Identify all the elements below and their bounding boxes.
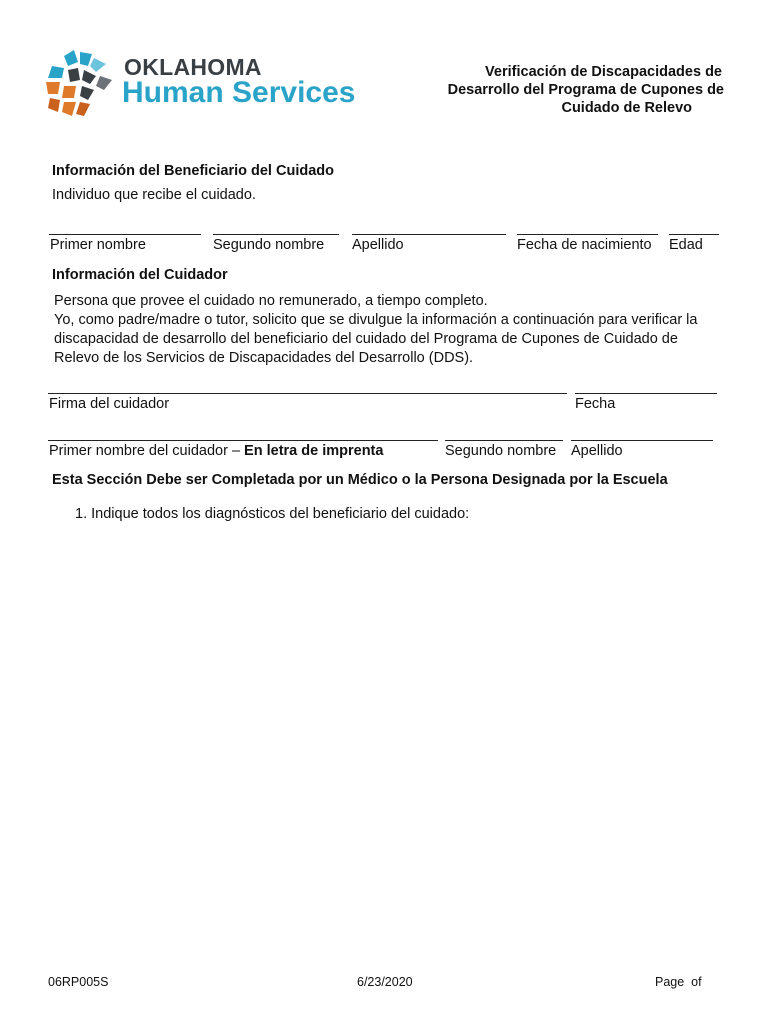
first-name-label: Primer nombre <box>50 237 146 253</box>
first-name-line[interactable] <box>49 234 201 235</box>
signature-line[interactable] <box>48 393 567 394</box>
agency-logo <box>44 50 374 122</box>
date-line[interactable] <box>575 393 717 394</box>
caregiver-middle-name-label: Segundo nombre <box>445 443 557 459</box>
age-label: Edad <box>669 237 703 253</box>
logo-text-oklahoma: OKLAHOMA <box>124 54 262 80</box>
last-name-line[interactable] <box>352 234 506 235</box>
caregiver-para-line-2: Yo, como padre/madre o tutor, solicito que se divulgue la información a continuación para verificar la <box>54 312 698 328</box>
medical-heading: Esta Sección Debe ser Completada por un Médico o la Persona Designada por la Escuela <box>52 472 668 488</box>
caregiver-para-line-3: discapacidad de desarrollo del beneficiario del cuidado del Programa de Cupones de Cuidado de <box>54 331 678 347</box>
beneficiary-heading: Información del Beneficiario del Cuidado <box>52 163 334 179</box>
caregiver-first-name-text: Primer nombre del cuidador – <box>49 443 245 459</box>
title-line-2: Desarrollo del Programa de Cupones de <box>447 82 724 98</box>
document-title <box>402 63 722 117</box>
title-line-3: Cuidado de Relevo <box>561 100 692 116</box>
page-number: Page of <box>655 975 702 989</box>
footer-date: 6/23/2020 <box>357 975 413 989</box>
title-line-1: Verificación de Discapacidades de <box>485 64 722 80</box>
form-code: 06RP005S <box>48 975 109 989</box>
caregiver-paragraph <box>54 292 734 368</box>
birth-date-line[interactable] <box>517 234 658 235</box>
caregiver-para-line-4: Relevo de los Servicios de Discapacidades del Desarrollo (DDS). <box>54 350 474 366</box>
caregiver-para-line-1: Persona que provee el cuidado no remunerado, a tiempo completo. <box>54 293 488 309</box>
date-label: Fecha <box>575 396 616 412</box>
print-letters-note: En letra de imprenta <box>244 443 384 459</box>
birth-date-label: Fecha de nacimiento <box>517 237 652 253</box>
middle-name-line[interactable] <box>213 234 339 235</box>
star-logo-icon <box>44 50 114 120</box>
caregiver-middle-name-line[interactable] <box>445 440 563 441</box>
beneficiary-subtitle: Individuo que recibe el cuidado. <box>52 187 256 203</box>
signature-label: Firma del cuidador <box>49 396 170 412</box>
last-name-label: Apellido <box>352 237 404 253</box>
middle-name-label: Segundo nombre <box>213 237 325 253</box>
caregiver-first-name-label <box>49 443 383 459</box>
caregiver-first-name-line[interactable] <box>48 440 438 441</box>
caregiver-last-name-label: Apellido <box>571 443 623 459</box>
caregiver-last-name-line[interactable] <box>571 440 713 441</box>
logo-text-human-services: Human Services <box>122 76 356 109</box>
caregiver-heading: Información del Cuidador <box>52 267 228 283</box>
age-line[interactable] <box>669 234 719 235</box>
diagnosis-item-1: 1. Indique todos los diagnósticos del beneficiario del cuidado: <box>75 506 470 522</box>
